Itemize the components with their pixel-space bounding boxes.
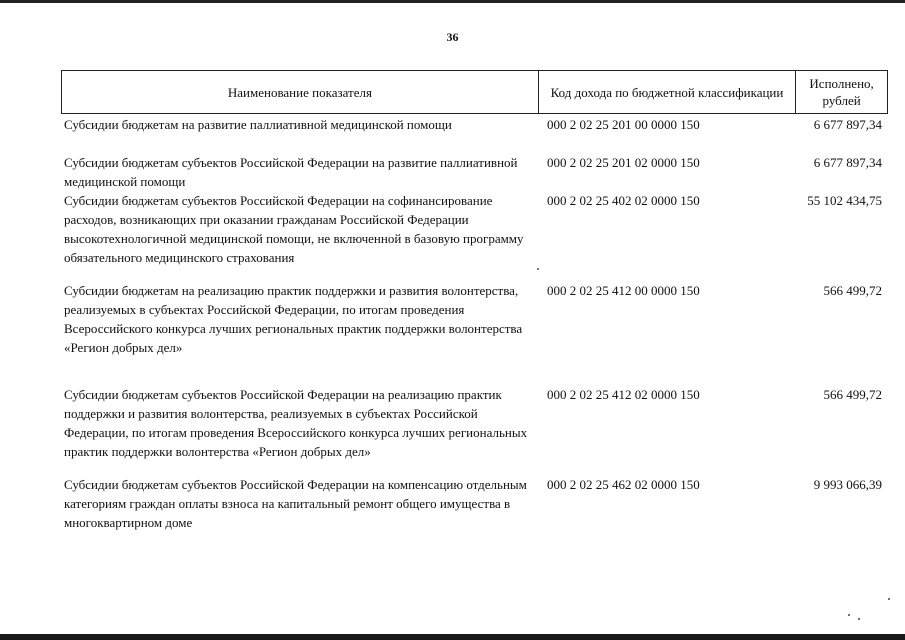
row-name: Субсидии бюджетам на реализацию практик поддержки и развития волонтерства, реализуемых в субъектах Российской Федерации, по итогам проведения Всероссийского конкурса лучших региональных практик поддержки волонтерства «Регион добрых дел»	[64, 283, 523, 355]
page-number: 36	[446, 30, 459, 44]
row-amount: 566 499,72	[823, 283, 882, 298]
scan-speck	[888, 598, 890, 600]
table-header	[61, 70, 888, 114]
row-code: 000 2 02 25 402 02 0000 150	[547, 193, 700, 208]
row-name: Субсидии бюджетам субъектов Российской Федерации на развитие паллиативной медицинской помощи	[64, 155, 518, 189]
row-code: 000 2 02 25 462 02 0000 150	[547, 477, 700, 492]
table-row	[61, 191, 888, 281]
table-row	[61, 115, 888, 153]
row-code: 000 2 02 25 201 00 0000 150	[547, 117, 700, 132]
table-row	[61, 475, 888, 535]
row-amount: 566 499,72	[823, 387, 882, 402]
table-row	[61, 281, 888, 385]
row-name: Субсидии бюджетам субъектов Российской Федерации на компенсацию отдельным категориям граждан оплаты взноса на капитальный ремонт общего имущества в многоквартирном доме	[64, 477, 527, 530]
row-amount: 6 677 897,34	[813, 117, 882, 132]
budget-table	[61, 70, 888, 535]
row-name: Субсидии бюджетам на развитие паллиативной медицинской помощи	[64, 117, 452, 132]
header-code: Код дохода по бюджетной классификации	[538, 71, 795, 113]
row-code: 000 2 02 25 412 00 0000 150	[547, 283, 700, 298]
scan-speck	[848, 614, 850, 616]
row-amount: 9 993 066,39	[813, 477, 882, 492]
row-amount: 6 677 897,34	[813, 155, 882, 170]
row-amount: 55 102 434,75	[807, 193, 882, 208]
top-scan-border	[0, 0, 905, 3]
row-code: 000 2 02 25 412 02 0000 150	[547, 387, 700, 402]
bottom-scan-border	[0, 634, 905, 640]
header-amount: Исполнено, рублей	[795, 71, 887, 113]
row-name: Субсидии бюджетам субъектов Российской Федерации на реализацию практик поддержки и развития волонтерства, реализуемых в субъектах Российской Федерации, по итогам проведения Всероссийского конкурса лучших региональных практик поддержки волонтерства «Регион добрых дел»	[64, 387, 528, 459]
scan-speck	[537, 268, 539, 270]
table-row	[61, 153, 888, 191]
header-name: Наименование показателя	[227, 84, 372, 100]
scan-speck	[858, 618, 860, 620]
row-code: 000 2 02 25 201 02 0000 150	[547, 155, 700, 170]
table-row	[61, 385, 888, 475]
row-name: Субсидии бюджетам субъектов Российской Федерации на софинансирование расходов, возникающих при оказании гражданам Российской Федерации высокотехнологичной медицинской помощи, не включенной в базовую программу обязательного медицинского страхования	[64, 193, 524, 265]
